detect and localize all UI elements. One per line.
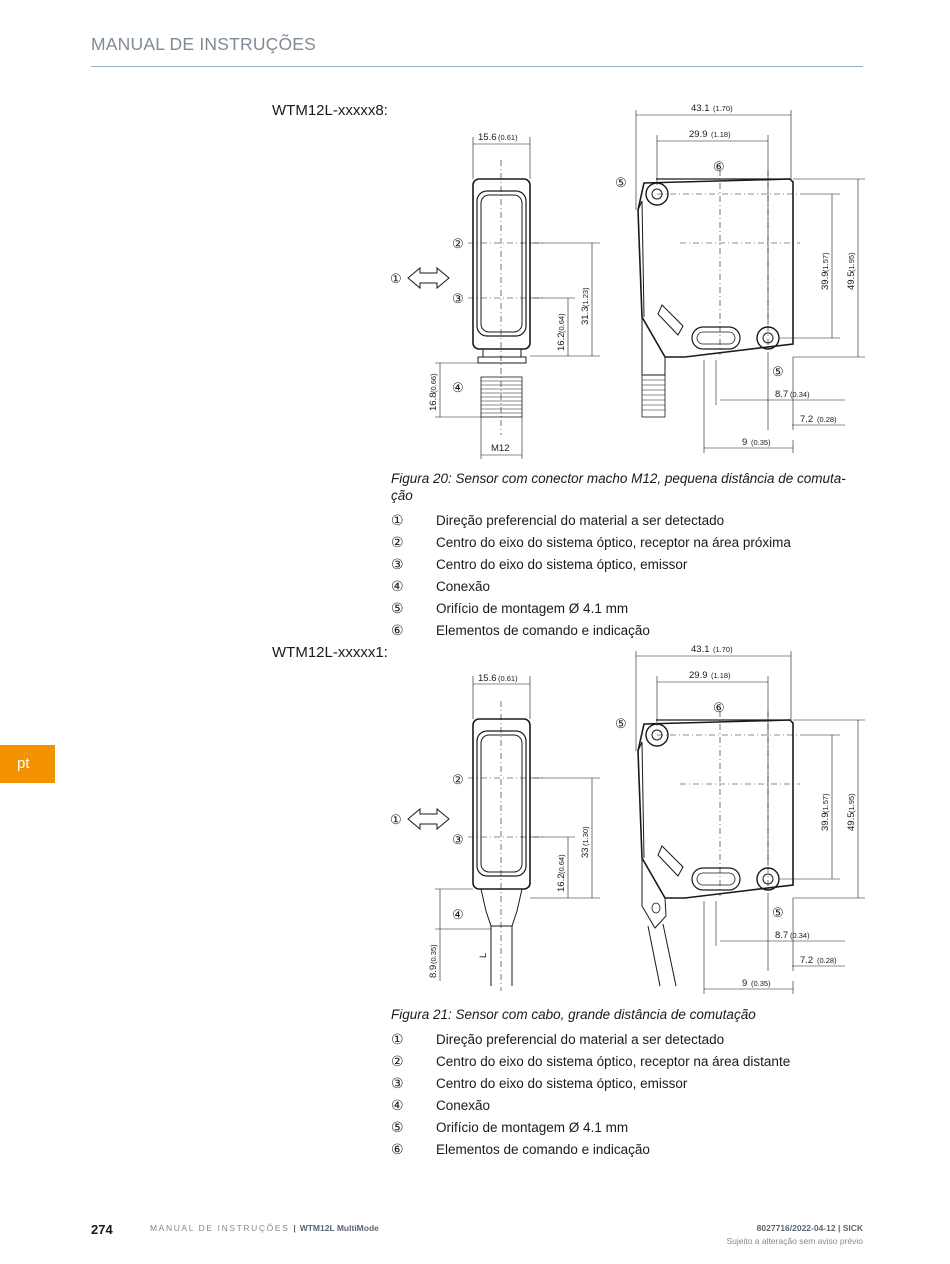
dim-total-width-in: (1.70)	[713, 104, 733, 113]
legend-item: ② Centro do eixo do sistema óptico, receptor na área próxima	[391, 535, 791, 551]
dim-inner-width-in: (1.18)	[711, 671, 731, 680]
direction-arrow-icon	[408, 809, 449, 829]
dim-offset-1-in: (0.34)	[790, 390, 810, 399]
callout-4: ④	[452, 380, 464, 395]
figure-legend	[391, 513, 863, 645]
figure-caption-line-2: ção	[391, 488, 413, 503]
dim-total-height: 49.5	[846, 271, 857, 290]
variant-heading: WTM12L-xxxxx8:	[272, 102, 388, 119]
dim-offset-2-in: (0.28)	[817, 956, 837, 965]
dim-total-height: 49.5	[846, 812, 857, 831]
dim-hole-spacing-in: (1.57)	[821, 793, 830, 813]
side-view-body	[638, 179, 793, 357]
dim-front-width: 15.6	[478, 132, 497, 143]
legend-item: ④ Conexão	[391, 1098, 491, 1114]
legend-item: ① Direção preferencial do material a ser detectado	[391, 513, 725, 529]
dimension-drawing-cable	[380, 636, 880, 1001]
legend-item: ⑤ Orifício de montagem Ø 4.1 mm	[391, 601, 629, 617]
footer-doc-title	[150, 1223, 379, 1233]
dim-cable-length: L	[478, 952, 489, 958]
dim-total-width-in: (1.70)	[713, 645, 733, 654]
dim-emitter-height: 16.2	[556, 873, 567, 892]
dim-offset-1-in: (0.34)	[790, 931, 810, 940]
dim-axis-height-in: (1.23)	[581, 287, 590, 307]
legend-item: ⑤ Orifício de montagem Ø 4.1 mm	[391, 1120, 629, 1136]
dim-offset-1: 8.7	[775, 930, 789, 941]
footer-right	[726, 1222, 863, 1248]
footer-separator: |	[293, 1223, 296, 1233]
dim-total-width: 43.1	[691, 644, 710, 655]
callout-5-top: ⑤	[615, 716, 627, 731]
callout-4: ④	[452, 907, 464, 922]
dim-connector-label: M12	[491, 443, 510, 454]
dim-total-height-in: (1.95)	[847, 252, 856, 272]
footer-disclaimer: Sujeito a alteração sem aviso prévio	[726, 1236, 863, 1246]
dim-front-width-in: (0.61)	[498, 133, 518, 142]
callout-6: ⑥	[713, 159, 725, 174]
legend-item: ⑥ Elementos de comando e indicação	[391, 1142, 650, 1158]
dim-emitter-height: 16.2	[556, 332, 567, 351]
legend-item: ⑥ Elementos de comando e indicação	[391, 623, 650, 639]
dim-offset-2: 7.2	[800, 414, 814, 425]
dim-emitter-height-in: (0.64)	[557, 854, 566, 874]
legend-item: ② Centro do eixo do sistema óptico, receptor na área distante	[391, 1054, 791, 1070]
dim-offset-3: 9	[742, 437, 748, 448]
figure-caption	[391, 470, 863, 504]
dim-offset-3-in: (0.35)	[751, 438, 771, 447]
footer-product: WTM12L MultiMode	[299, 1223, 379, 1233]
front-view-body	[473, 179, 530, 349]
legend-item: ③ Centro do eixo do sistema óptico, emissor	[391, 557, 688, 573]
dim-offset-3-in: (0.35)	[751, 979, 771, 988]
dim-total-width: 43.1	[691, 103, 710, 114]
dim-inner-width: 29.9	[689, 670, 708, 681]
dim-offset-2: 7.2	[800, 955, 814, 966]
dim-front-width-in: (0.61)	[498, 674, 518, 683]
dim-hole-spacing-in: (1.57)	[821, 252, 830, 272]
callout-2: ②	[452, 236, 464, 251]
running-header-title: MANUAL DE INSTRUÇÕES	[91, 34, 317, 54]
language-tab[interactable]: pt	[0, 745, 55, 783]
dim-connector-length: 8.9	[428, 964, 439, 978]
variant-heading: WTM12L-xxxxx1:	[272, 644, 388, 661]
callout-6: ⑥	[713, 700, 725, 715]
callout-1: ①	[390, 812, 402, 827]
callout-3: ③	[452, 291, 464, 306]
legend-item: ④ Conexão	[391, 579, 491, 595]
figure-legend	[391, 1032, 863, 1164]
dim-offset-3: 9	[742, 978, 748, 989]
dim-connector-length-in: (0.66)	[429, 373, 438, 393]
legend-item: ③ Centro do eixo do sistema óptico, emissor	[391, 1076, 688, 1092]
dim-total-height-in: (1.95)	[847, 793, 856, 813]
direction-arrow-icon	[408, 268, 449, 288]
dim-offset-2-in: (0.28)	[817, 415, 837, 424]
header-divider	[91, 66, 863, 67]
dim-offset-1: 8.7	[775, 389, 789, 400]
dim-axis-height: 31.3	[580, 306, 591, 325]
dim-connector-length-in: (0.35)	[429, 944, 438, 964]
callout-2: ②	[452, 772, 464, 787]
dimension-drawing-connector	[380, 95, 880, 465]
dim-inner-width-in: (1.18)	[711, 130, 731, 139]
callout-5-bottom: ⑤	[772, 364, 784, 379]
dim-axis-height: 33	[580, 847, 591, 858]
legend-item: ① Direção preferencial do material a ser detectado	[391, 1032, 725, 1048]
dim-front-width: 15.6	[478, 673, 497, 684]
dim-axis-height-in: (1.30)	[581, 826, 590, 846]
page-number: 274	[91, 1222, 113, 1237]
callout-5-bottom: ⑤	[772, 905, 784, 920]
callout-5-top: ⑤	[615, 175, 627, 190]
footer-doc-id: 8027716/2022-04-12 | SICK	[756, 1223, 863, 1233]
footer-doc-label: MANUAL DE INSTRUÇÕES	[150, 1223, 290, 1233]
callout-1: ①	[390, 271, 402, 286]
dim-hole-spacing: 39.9	[820, 812, 831, 831]
figure-caption: Figura 21: Sensor com cabo, grande distância de comutação	[391, 1007, 756, 1022]
dim-connector-length: 16.8	[428, 392, 439, 411]
dim-hole-spacing: 39.9	[820, 271, 831, 290]
figure-caption-line-1: Figura 20: Sensor com conector macho M12, pequena distância de comuta-	[391, 471, 846, 486]
dim-emitter-height-in: (0.64)	[557, 313, 566, 333]
dim-inner-width: 29.9	[689, 129, 708, 140]
callout-3: ③	[452, 832, 464, 847]
